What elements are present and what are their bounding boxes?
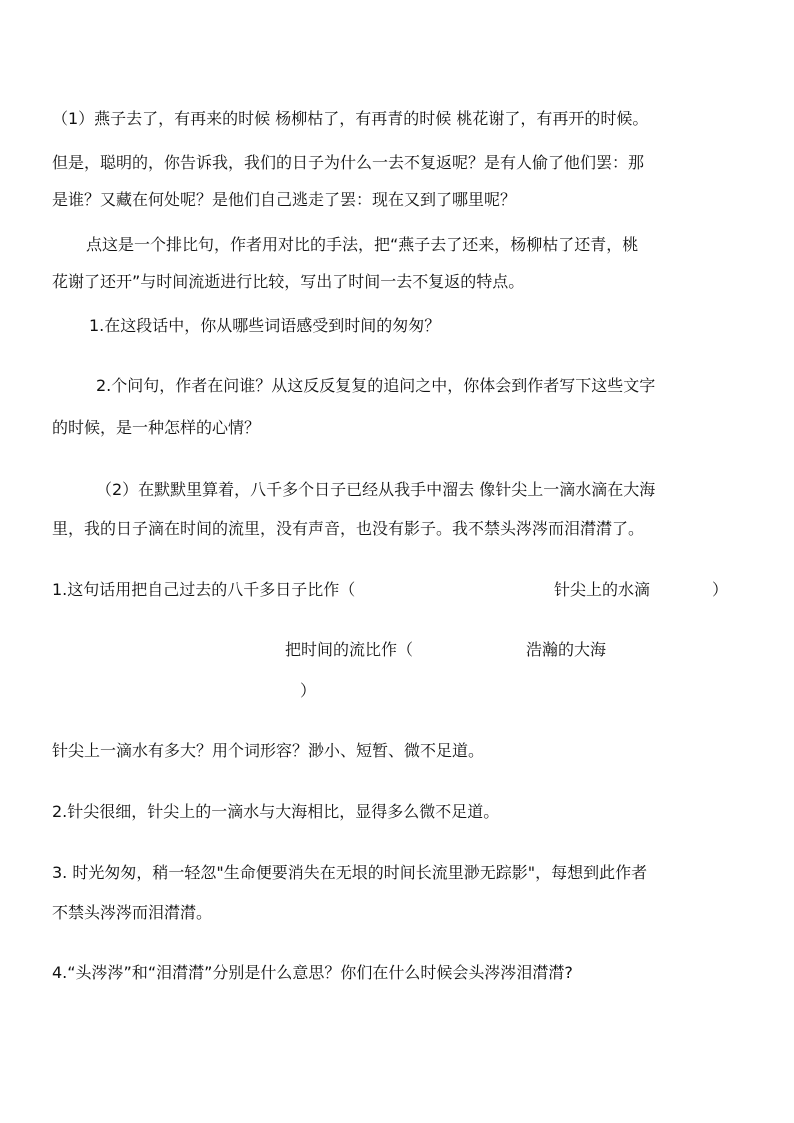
question-2-1-close: ） bbox=[712, 580, 729, 599]
passage-1-line-3: 是谁？又藏在何处呢？是他们自己逃走了罢：现在又到了哪里呢？ bbox=[52, 190, 517, 209]
passage-1-line-1: （1）燕子去了，有再来的时候 杨柳枯了，有再青的时候 桃花谢了，有再开的时候。 bbox=[52, 109, 649, 128]
passage-2-line-1: （2）在默默里算着，八千多个日子已经从我手中溜去 像针尖上一滴水滴在大海 bbox=[96, 480, 656, 499]
analysis-note-line-2: 花谢了还开”与时间流逝进行比较，写出了时间一去不复返的特点。 bbox=[52, 272, 525, 291]
question-2-1b-answer: 浩瀚的大海 bbox=[526, 640, 607, 659]
question-2-1-prefix: 1.这句话用把自己过去的八千多日子比作（ bbox=[52, 580, 356, 599]
passage-2-line-2: 里，我的日子滴在时间的流里，没有声音，也没有影子。我不禁头涔涔而泪潸潸了。 bbox=[52, 519, 645, 538]
question-2-4: 4.“头涔涔”和“泪潸潸”分别是什么意思？你们在什么时候会头涔涔泪潸潸? bbox=[52, 963, 573, 982]
passage-1-line-2: 但是，聪明的，你告诉我，我们的日子为什么一去不复返呢？是有人偷了他们罢：那 bbox=[52, 153, 645, 172]
analysis-note-line-1: 点这是一个排比句，作者用对比的手法，把“燕子去了还来，杨柳枯了还青，桃 bbox=[86, 235, 639, 254]
question-1-1: 1.在这段话中，你从哪些词语感受到时间的匆匆？ bbox=[89, 316, 441, 335]
question-2-1b-prefix: 把时间的流比作（ bbox=[285, 640, 414, 659]
question-1-2-line-2: 的时候，是一种怎样的心情？ bbox=[52, 418, 261, 437]
sub-question-size: 针尖上一滴水有多大？用个词形容？渺小、短暂、微不足道。 bbox=[52, 741, 485, 760]
question-2-2: 2.针尖很细，针尖上的一滴水与大海相比，显得多么微不足道。 bbox=[52, 802, 500, 821]
question-2-1-answer: 针尖上的水滴 bbox=[554, 580, 651, 599]
question-2-3-line-1: 3. 时光匆匆，稍一轻忽"生命便要消失在无垠的时间长流里渺无踪影"，每想到此作者 bbox=[52, 863, 648, 882]
question-2-3-line-2: 不禁头涔涔而泪潸潸。 bbox=[52, 903, 213, 922]
question-2-1b-close: ） bbox=[300, 681, 317, 700]
question-1-2-line-1: 2.个问句，作者在问谁？从这反反复复的追问之中，你体会到作者写下这些文字 bbox=[96, 376, 656, 395]
